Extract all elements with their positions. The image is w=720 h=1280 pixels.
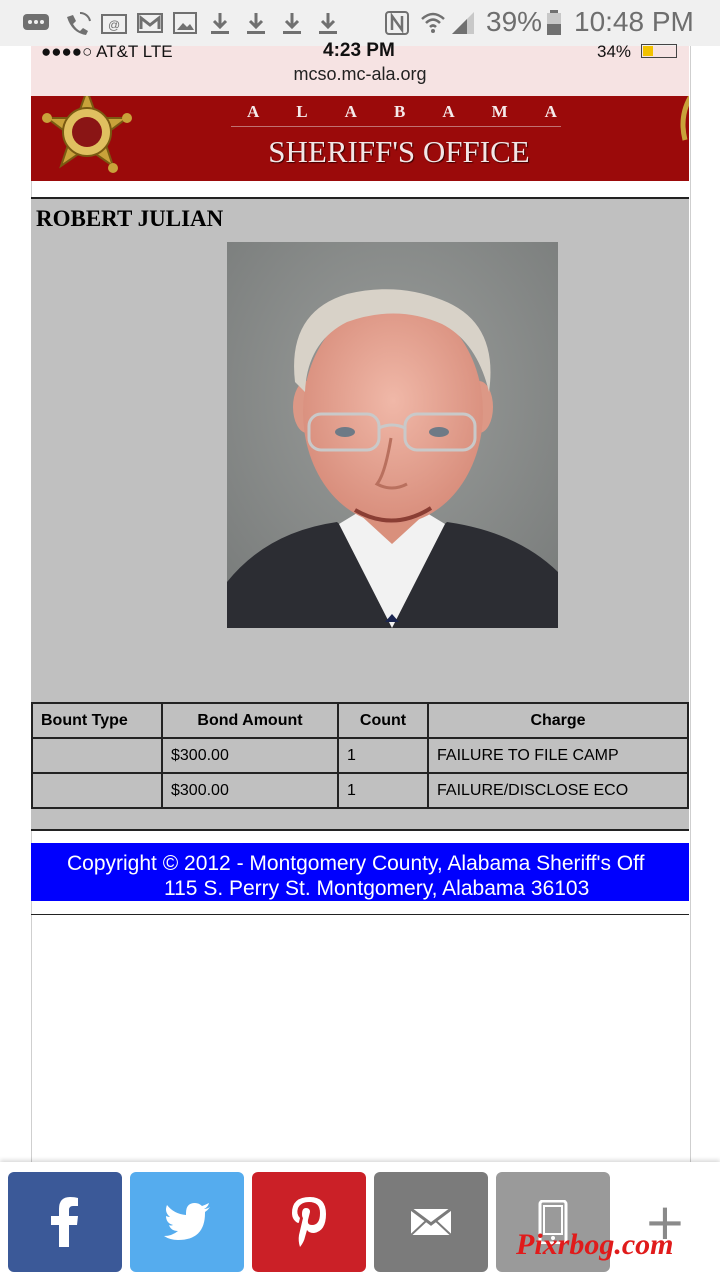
banner-divider <box>231 126 561 127</box>
twitter-icon <box>164 1203 210 1241</box>
cell-bount-type <box>32 773 162 808</box>
nfc-icon <box>384 10 410 36</box>
facebook-icon <box>50 1197 80 1247</box>
table-row <box>32 773 688 808</box>
envelope-icon <box>410 1208 452 1236</box>
table-row <box>32 738 688 773</box>
share-bar <box>0 1162 720 1280</box>
column-header-count: Count <box>338 703 428 738</box>
copyright-text: Copyright © 2012 - Montgomery County, Alabama Sheriff's Off <box>67 852 645 875</box>
ios-battery-icon <box>641 44 677 58</box>
download-icon <box>280 10 304 36</box>
column-header-bount-type: Bount Type <box>32 703 162 738</box>
clock: 10:48 PM <box>574 6 694 37</box>
battery-percent: 39% <box>486 6 543 37</box>
cell-bond-amount: $300.00 <box>162 738 338 773</box>
cell-count: 1 <box>338 773 428 808</box>
ios-battery-percent: 34% <box>597 42 632 61</box>
battery-icon <box>546 10 562 36</box>
banner-state: A L A B A M A <box>247 102 557 121</box>
url-bar[interactable]: mcso.mc-ala.org <box>293 64 427 84</box>
wifi-icon <box>420 10 446 36</box>
ios-carrier: ●●●●○ AT&T LTE <box>41 42 173 61</box>
inmate-name: ROBERT JULIAN <box>36 206 224 231</box>
ios-time: 4:23 PM <box>323 40 395 61</box>
browser-header <box>31 40 689 96</box>
facebook-share-button[interactable] <box>8 1172 122 1272</box>
download-icon <box>208 10 232 36</box>
copyright-footer <box>31 843 689 901</box>
message-icon <box>22 10 50 36</box>
cell-charge: FAILURE TO FILE CAMP <box>428 738 688 773</box>
svg-text:@: @ <box>108 18 121 32</box>
gmail-icon <box>136 10 164 36</box>
email-share-button[interactable] <box>374 1172 488 1272</box>
signal-icon <box>450 10 476 36</box>
watermark: Pixrbog.com <box>516 1228 674 1261</box>
download-icon <box>316 10 340 36</box>
column-header-bond-amount: Bond Amount <box>162 703 338 738</box>
cell-charge: FAILURE/DISCLOSE ECO <box>428 773 688 808</box>
wifi-call-icon <box>64 10 92 36</box>
cell-bond-amount: $300.00 <box>162 773 338 808</box>
email-notification-icon <box>100 10 128 36</box>
download-icon <box>244 10 268 36</box>
twitter-share-button[interactable] <box>130 1172 244 1272</box>
sheriff-banner <box>31 96 689 181</box>
banner-title: SHERIFF'S OFFICE <box>268 134 530 169</box>
badge-edge-icon <box>679 96 689 146</box>
cell-count: 1 <box>338 738 428 773</box>
address-text: 115 S. Perry St. Montgomery, Alabama 36103 <box>164 877 590 900</box>
charges-table <box>31 702 689 809</box>
divider <box>31 829 689 831</box>
table-header-row <box>32 703 688 738</box>
pinterest-icon <box>291 1197 327 1247</box>
image-icon <box>172 10 198 36</box>
mugshot-photo <box>227 242 558 628</box>
sheriff-badge-icon <box>31 96 145 181</box>
column-header-charge: Charge <box>428 703 688 738</box>
plus-icon: + <box>644 1193 686 1251</box>
pinterest-share-button[interactable] <box>252 1172 366 1272</box>
divider <box>31 914 689 915</box>
cell-bount-type <box>32 738 162 773</box>
